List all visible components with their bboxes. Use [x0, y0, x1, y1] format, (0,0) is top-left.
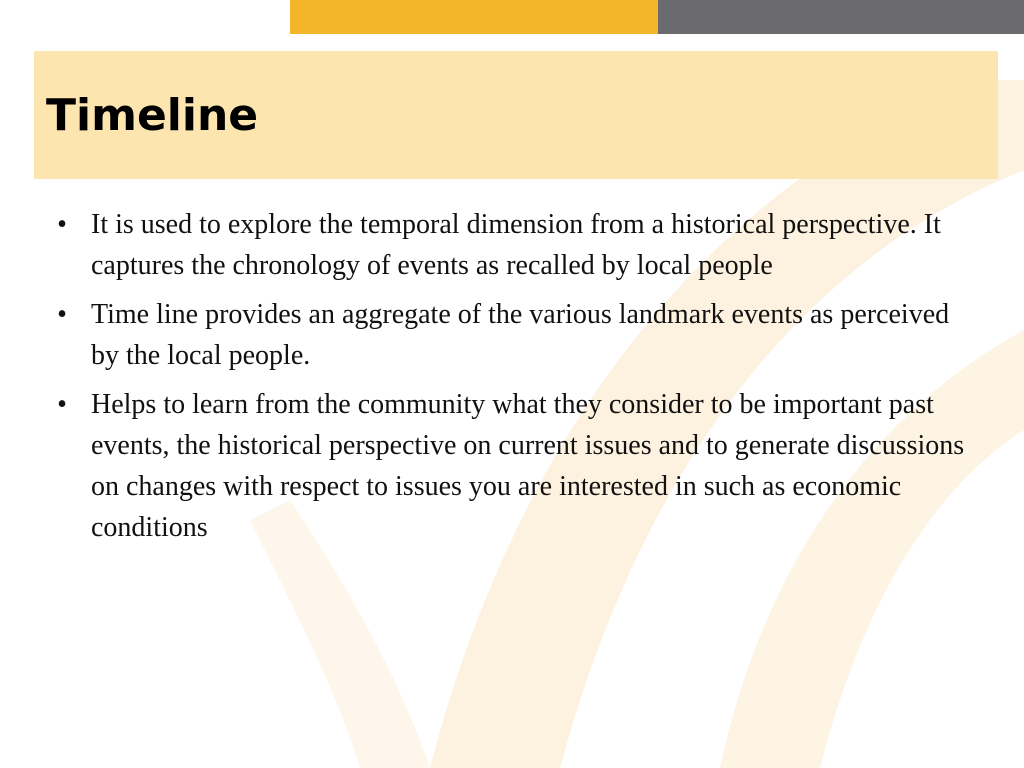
bullet-list [52, 204, 982, 548]
bullet-item-2 [52, 294, 982, 376]
bullet-item-1 [52, 204, 982, 286]
bullet-marker: • [57, 389, 67, 420]
bullet-marker: • [57, 209, 67, 240]
bullet-text: Time line provides an aggregate of the various landmark events as perceived by the local people. [91, 299, 950, 371]
bullet-marker: • [57, 299, 67, 330]
title-band [34, 51, 998, 179]
slide-content [52, 204, 982, 556]
top-accent-bar-gray [658, 0, 1024, 34]
top-accent-bar-yellow [290, 0, 658, 34]
slide-title: Timeline [46, 90, 259, 141]
bullet-text: Helps to learn from the community what they consider to be important past events, the historical perspective on current issues and to generate discussions on changes with respect to issues you are interested in such as economic conditions [91, 389, 965, 543]
bullet-item-3 [52, 384, 982, 548]
bullet-text: It is used to explore the temporal dimension from a historical perspective. It captures the chronology of events as recalled by local people [91, 209, 941, 281]
